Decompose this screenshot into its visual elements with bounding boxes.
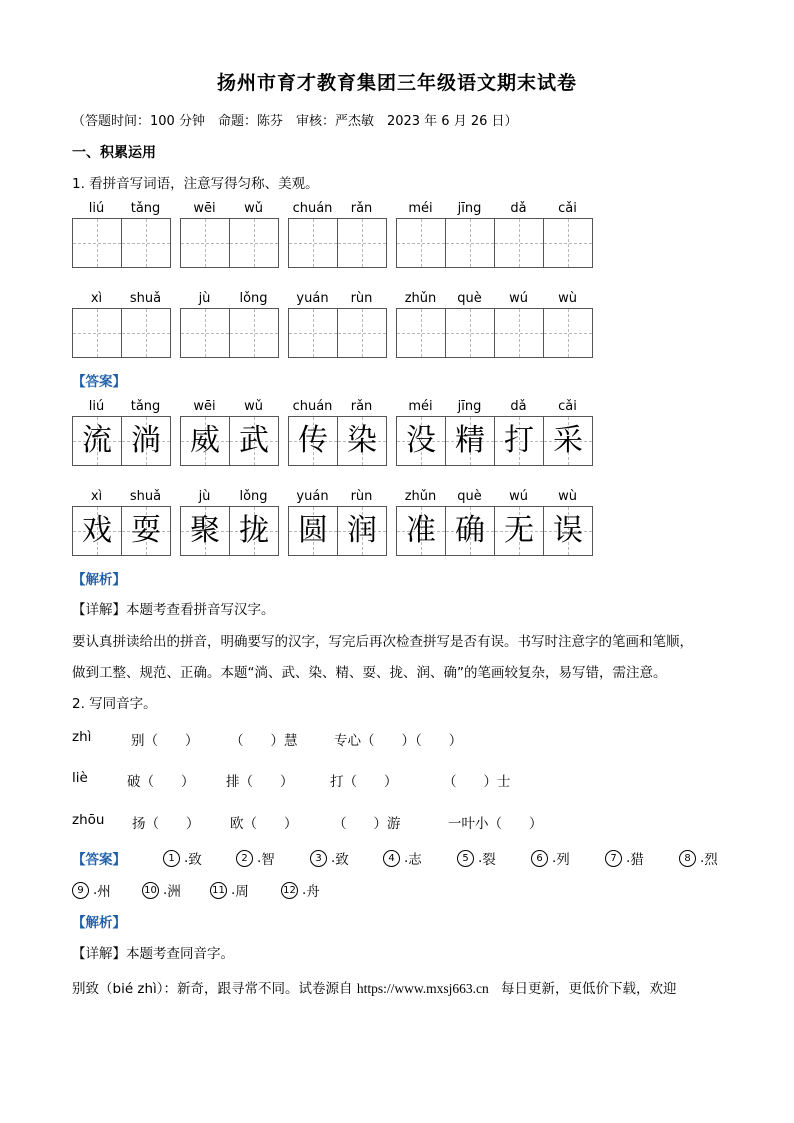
tianzige-cell	[544, 507, 592, 555]
q2-answer-item: 8 . 烈	[679, 848, 718, 868]
q2-line-1-item: （ ）慧	[230, 733, 298, 749]
q2-line-3-item: 欧（ ）	[230, 816, 298, 832]
circled-number: 6	[531, 850, 548, 867]
answer-character: 打	[504, 423, 534, 458]
tianzige-cell	[446, 219, 495, 267]
source-promo: 每日更新，更低价下载，欢迎	[501, 981, 677, 997]
tianzige-cell	[230, 417, 278, 465]
answer-character: 精	[455, 423, 485, 458]
answer-char: 裂	[482, 852, 496, 868]
answer-grid-group	[288, 506, 387, 556]
blank-grid-group	[180, 218, 279, 268]
answer-grid-group	[180, 506, 279, 556]
tianzige-cell	[397, 507, 446, 555]
answer-character: 无	[504, 513, 534, 548]
pinyin-label: jīng	[457, 399, 482, 414]
q2-line-2-item: 排（ ）	[226, 774, 294, 790]
pinyin-label: dǎ	[510, 399, 527, 414]
answer-char: 烈	[704, 852, 718, 868]
answer-char: 周	[235, 884, 249, 900]
pinyin-label: zhǔn	[404, 291, 437, 306]
pinyin-label: lǒng	[239, 291, 268, 306]
tianzige-cell	[544, 417, 592, 465]
circled-number: 12	[281, 882, 298, 899]
detail-q2	[72, 942, 234, 962]
tianzige-cell	[73, 417, 122, 465]
tianzige-cell	[181, 309, 230, 357]
definition-line	[72, 977, 677, 997]
answer-character: 染	[347, 423, 377, 458]
answer-character: 耍	[131, 513, 161, 548]
answer-grid-group	[72, 506, 171, 556]
pinyin-label: zhǔn	[404, 489, 437, 504]
answer-label-q2: 【答案】	[72, 852, 126, 868]
q2-answer-item: 4 . 志	[383, 848, 422, 868]
source-url[interactable]: https://www.mxsj663.cn	[356, 981, 489, 996]
tianzige-cell	[289, 309, 338, 357]
pinyin-label: rùn	[350, 291, 373, 306]
answer-character: 润	[347, 513, 377, 548]
answer-char: 智	[261, 852, 275, 868]
pinyin-label: wú	[509, 291, 528, 306]
blank-grid-group	[72, 218, 171, 268]
pinyin-label: jù	[198, 489, 211, 504]
q2-line-1-pinyin: zhì	[72, 729, 92, 745]
answer-grid-group	[180, 416, 279, 466]
tianzige-cell	[544, 309, 592, 357]
tianzige-cell	[338, 309, 386, 357]
answer-character: 传	[298, 423, 328, 458]
analysis-paragraph-1: 要认真拼读给出的拼音，明确要写的汉字，写完后再次检查拼写是否有误。书写时注意字的笔画和笔顺，	[72, 634, 693, 650]
q2-answer-item: 7 . 猎	[605, 848, 644, 868]
tianzige-cell	[338, 417, 386, 465]
tianzige-cell	[122, 219, 170, 267]
pinyin-label: lǒng	[239, 489, 268, 504]
answer-character: 没	[406, 423, 436, 458]
tianzige-cell	[73, 219, 122, 267]
answer-character: 武	[239, 423, 269, 458]
answer-char: 猎	[630, 852, 644, 868]
blank-grid-group	[396, 218, 593, 268]
tianzige-cell	[544, 219, 592, 267]
tianzige-cell	[181, 417, 230, 465]
pinyin-label: wǔ	[244, 399, 263, 414]
pinyin-label: wēi	[193, 399, 216, 414]
answer-character: 戏	[82, 513, 112, 548]
answer-char: 致	[188, 852, 202, 868]
pinyin-label: liú	[88, 399, 105, 414]
pinyin-label: yuán	[296, 489, 329, 504]
tianzige-cell	[230, 219, 278, 267]
answer-char: 致	[335, 852, 349, 868]
answer-grid-group	[72, 416, 171, 466]
analysis-label-q2: 【解析】	[72, 915, 126, 931]
pinyin-label: què	[457, 291, 482, 306]
answer-character: 威	[190, 423, 220, 458]
q2-answer-item: 5 . 裂	[457, 848, 496, 868]
answer-label-q1: 【答案】	[72, 374, 126, 390]
answer-character: 误	[553, 513, 583, 548]
tianzige-cell	[495, 507, 544, 555]
tianzige-cell	[397, 309, 446, 357]
page-title: 扬州市育才教育集团三年级语文期末试卷	[216, 72, 577, 94]
pinyin-label: cǎi	[558, 399, 577, 414]
pinyin-label: shuǎ	[129, 489, 162, 504]
pinyin-label: shuǎ	[129, 291, 162, 306]
circled-number: 10	[142, 882, 159, 899]
pinyin-label: dǎ	[510, 201, 527, 216]
pinyin-label: tǎng	[130, 399, 161, 414]
q2-answer-item: 12 . 舟	[281, 880, 320, 900]
tianzige-cell	[73, 309, 122, 357]
analysis-label-q1: 【解析】	[72, 572, 126, 588]
pinyin-label: chuán	[292, 201, 333, 216]
question-2-prompt: 2. 写同音字。	[72, 696, 157, 712]
pinyin-label: què	[457, 489, 482, 504]
answer-character: 确	[455, 513, 485, 548]
pinyin-label: wù	[558, 489, 577, 504]
exam-meta: （答题时间：100 分钟 命题：陈芬 审核：严杰敏 2023 年 6 月 26 日）	[72, 114, 518, 129]
answer-character: 圆	[298, 513, 328, 548]
blank-grid-group	[396, 308, 593, 358]
section-heading: 一、积累运用	[72, 145, 156, 161]
tianzige-cell	[338, 219, 386, 267]
tianzige-cell	[122, 417, 170, 465]
detail-text: 本题考查同音字。	[126, 946, 234, 962]
tianzige-cell	[122, 507, 170, 555]
q2-line-3-item: 一叶小（ ）	[448, 816, 543, 832]
answer-grid-group	[396, 506, 593, 556]
tianzige-cell	[397, 219, 446, 267]
blank-grid-group	[180, 308, 279, 358]
q2-answer-item: 1 . 致	[163, 848, 202, 868]
q2-line-3-pinyin: zhōu	[72, 812, 105, 828]
answer-character: 准	[406, 513, 436, 548]
pinyin-label: yuán	[296, 291, 329, 306]
tianzige-cell	[289, 219, 338, 267]
blank-grid-group	[288, 218, 387, 268]
pinyin-label: méi	[408, 201, 433, 216]
q2-answer-item: 11 . 周	[210, 880, 249, 900]
answer-char: 舟	[306, 884, 320, 900]
answer-char: 列	[556, 852, 570, 868]
circled-number: 1	[163, 850, 180, 867]
tianzige-cell	[495, 219, 544, 267]
q2-line-2-pinyin: liè	[72, 770, 88, 786]
q2-line-2-item: 打（ ）	[330, 774, 398, 790]
answer-grid-group	[288, 416, 387, 466]
pinyin-label: rǎn	[350, 399, 373, 414]
q2-line-3-item: 扬（ ）	[132, 816, 200, 832]
answer-character: 流	[82, 423, 112, 458]
tianzige-cell	[289, 417, 338, 465]
tianzige-cell	[397, 417, 446, 465]
q2-line-1-item: 别（ ）	[131, 733, 199, 749]
pinyin-label: tǎng	[130, 201, 161, 216]
tianzige-cell	[73, 507, 122, 555]
pinyin-label: wú	[509, 489, 528, 504]
answer-char: 志	[408, 852, 422, 868]
blank-grid-group	[72, 308, 171, 358]
pinyin-label: xì	[90, 291, 103, 306]
pinyin-label: rùn	[350, 489, 373, 504]
detail-q1	[72, 598, 275, 618]
pinyin-label: cǎi	[558, 201, 577, 216]
tianzige-cell	[495, 309, 544, 357]
question-1-prompt: 1. 看拼音写词语，注意写得匀称、美观。	[72, 176, 319, 192]
pinyin-label: méi	[408, 399, 433, 414]
tianzige-cell	[446, 309, 495, 357]
pinyin-label: jù	[198, 291, 211, 306]
pinyin-label: wǔ	[244, 201, 263, 216]
circled-number: 3	[310, 850, 327, 867]
tianzige-cell	[495, 417, 544, 465]
q2-line-3-item: （ ）游	[333, 816, 401, 832]
pinyin-label: rǎn	[350, 201, 373, 216]
tianzige-cell	[446, 507, 495, 555]
answer-grid-group	[396, 416, 593, 466]
answer-char: 州	[97, 884, 111, 900]
definition-text: 别致（bié zhì）：新奇，跟寻常不同。试卷源自	[72, 981, 353, 997]
tianzige-cell	[446, 417, 495, 465]
tianzige-cell	[338, 507, 386, 555]
tianzige-cell	[122, 309, 170, 357]
pinyin-label: wù	[558, 291, 577, 306]
circled-number: 11	[210, 882, 227, 899]
answer-character: 聚	[190, 513, 220, 548]
pinyin-label: jīng	[457, 201, 482, 216]
detail-text: 本题考查看拼音写汉字。	[126, 602, 275, 618]
q2-answer-item: 2 . 智	[236, 848, 275, 868]
circled-number: 7	[605, 850, 622, 867]
q2-line-2-item: 破（ ）	[127, 774, 195, 790]
detail-label: 【详解】	[72, 602, 126, 618]
circled-number: 4	[383, 850, 400, 867]
q2-line-1-item: 专心（ ）（ ）	[334, 733, 463, 749]
answer-char: 洲	[167, 884, 181, 900]
tianzige-cell	[181, 219, 230, 267]
q2-answer-item: 9 . 州	[72, 880, 111, 900]
pinyin-label: chuán	[292, 399, 333, 414]
tianzige-cell	[289, 507, 338, 555]
q2-answer-item: 6 . 列	[531, 848, 570, 868]
pinyin-label: liú	[88, 201, 105, 216]
circled-number: 2	[236, 850, 253, 867]
q2-answer-item: 3 . 致	[310, 848, 349, 868]
detail-label: 【详解】	[72, 946, 126, 962]
analysis-paragraph-2: 做到工整、规范、正确。本题“淌、武、染、精、耍、拢、润、确”的笔画较复杂，易写错，需注意。	[72, 665, 667, 681]
q2-line-2-item: （ ）士	[443, 774, 511, 790]
answer-character: 淌	[131, 423, 161, 458]
circled-number: 5	[457, 850, 474, 867]
tianzige-cell	[230, 507, 278, 555]
blank-grid-group	[288, 308, 387, 358]
answer-character: 拢	[239, 513, 269, 548]
pinyin-label: xì	[90, 489, 103, 504]
q2-answer-item: 10 . 洲	[142, 880, 181, 900]
circled-number: 8	[679, 850, 696, 867]
pinyin-label: wēi	[193, 201, 216, 216]
circled-number: 9	[72, 882, 89, 899]
answer-character: 采	[553, 423, 583, 458]
tianzige-cell	[181, 507, 230, 555]
tianzige-cell	[230, 309, 278, 357]
